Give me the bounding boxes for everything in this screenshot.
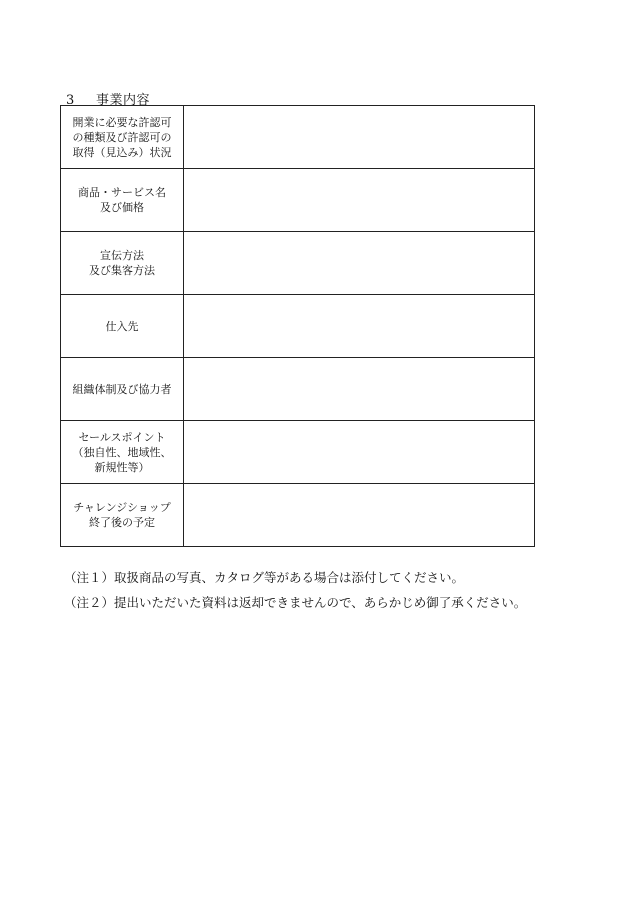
table-row <box>61 295 535 358</box>
row-field-organization[interactable] <box>184 358 535 421</box>
row-label-products-prices: 商品・サービス名 及び価格 <box>61 169 184 232</box>
table-row <box>61 106 535 169</box>
row-label-advertising: 宣伝方法 及び集客方法 <box>61 232 184 295</box>
row-field-suppliers[interactable] <box>184 295 535 358</box>
row-label-organization: 組織体制及び協力者 <box>61 358 184 421</box>
row-field-permits[interactable] <box>184 106 535 169</box>
section-title: 事業内容 <box>96 93 151 108</box>
notes <box>64 565 526 615</box>
row-field-advertising[interactable] <box>184 232 535 295</box>
row-field-future-plans[interactable] <box>184 484 535 547</box>
table-row <box>61 358 535 421</box>
row-field-selling-points[interactable] <box>184 421 535 484</box>
table-row <box>61 232 535 295</box>
business-content-table <box>60 105 535 547</box>
note-2: （注２）提出いただいた資料は返却できませんので、あらかじめ御了承ください。 <box>64 595 527 610</box>
table-row <box>61 169 535 232</box>
table-row <box>61 484 535 547</box>
row-label-suppliers: 仕入先 <box>61 295 184 358</box>
row-label-permits: 開業に必要な許認可 の種類及び許認可の 取得（見込み）状況 <box>61 106 184 169</box>
row-field-products-prices[interactable] <box>184 169 535 232</box>
section-number: 3 <box>66 93 75 108</box>
table-row <box>61 421 535 484</box>
row-label-future-plans: チャレンジショップ 終了後の予定 <box>61 484 184 547</box>
row-label-selling-points: セールスポイント （独自性、地域性、 新規性等） <box>61 421 184 484</box>
note-1: （注１）取扱商品の写真、カタログ等がある場合は添付してください。 <box>64 570 465 585</box>
